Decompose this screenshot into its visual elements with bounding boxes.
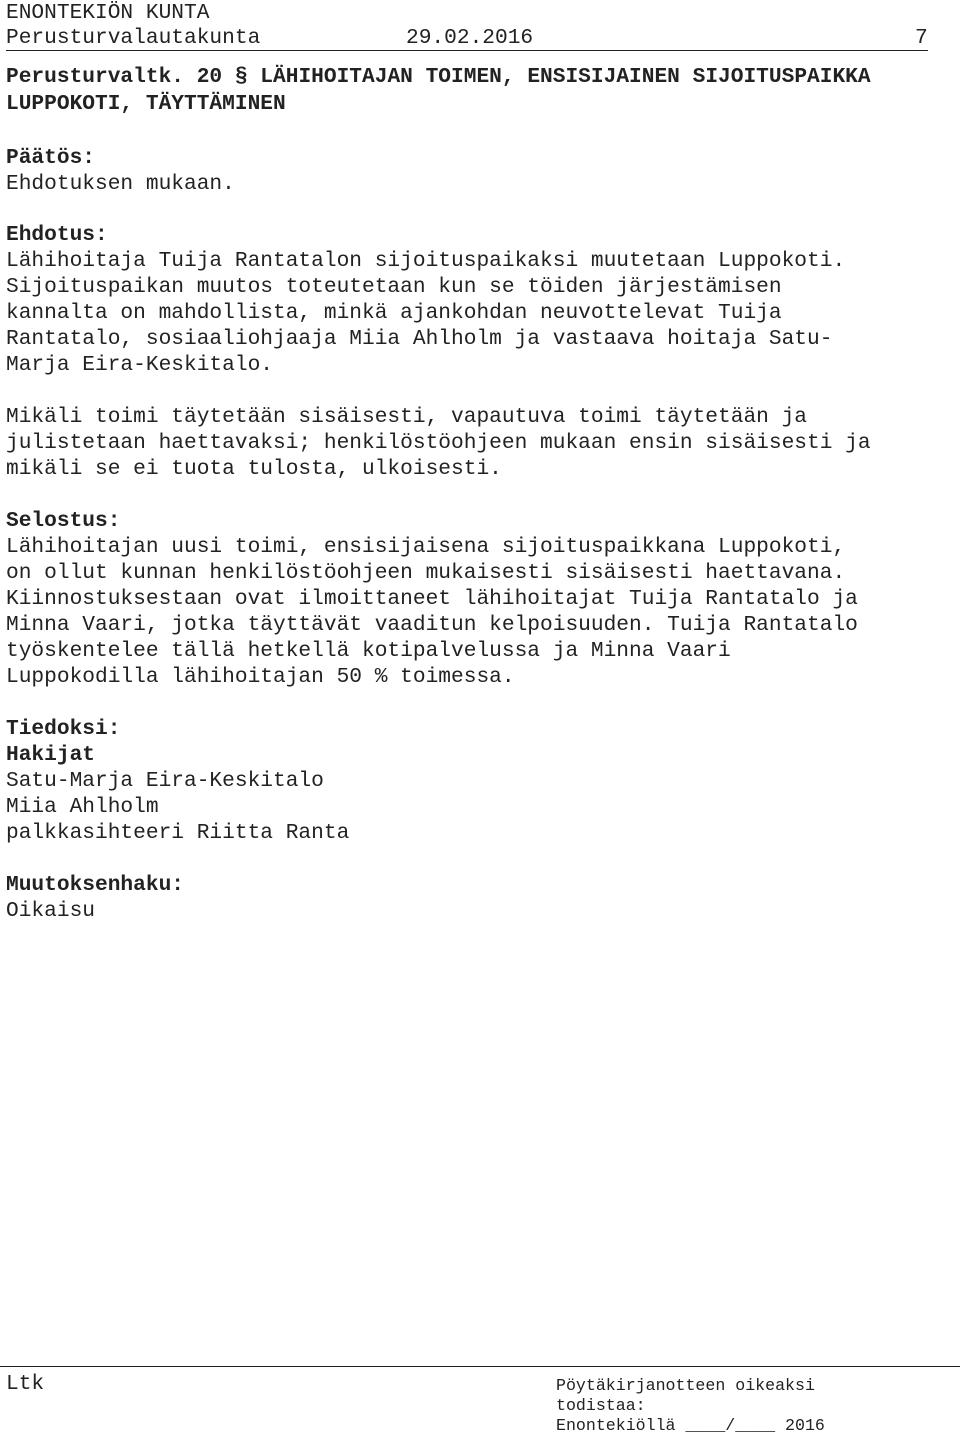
- ehdotus-line: Sijoituspaikan muutos toteutetaan kun se töiden järjestämisen: [6, 275, 782, 299]
- ehdotus-line: Rantatalo, sosiaaliohjaaja Miia Ahlholm ja vastaava hoitaja Satu-: [6, 327, 833, 351]
- section-title-line2: LUPPOKOTI, TÄYTTÄMINEN: [6, 92, 286, 116]
- footer-certification-date: Enontekiöllä ____/____ 2016: [556, 1416, 825, 1435]
- section-sign: §: [234, 65, 248, 89]
- ehdotus-line: kannalta on mahdollista, minkä ajankohdan neuvottelevat Tuija: [6, 301, 782, 325]
- footer-certification: Pöytäkirjanotteen oikeaksi: [556, 1376, 815, 1395]
- tiedoksi-recipient: Satu-Marja Eira-Keskitalo: [6, 769, 324, 793]
- muutoksenhaku-heading: Muutoksenhaku:: [6, 873, 185, 897]
- tiedoksi-recipient: Miia Ahlholm: [6, 795, 159, 819]
- paatos-heading: Päätös:: [6, 146, 96, 170]
- ehdotus-line: Marja Eira-Keskitalo.: [6, 353, 274, 377]
- section-ref: Perusturvaltk. 20: [6, 65, 235, 89]
- tiedoksi-heading: Tiedoksi:: [6, 717, 121, 741]
- muutoksenhaku-text: Oikaisu: [6, 899, 96, 923]
- section-title: [6, 64, 871, 90]
- selostus-line: on ollut kunnan henkilöstöohjeen mukaisesti sisäisesti haettavana.: [6, 561, 846, 585]
- meeting-date: 29.02.2016: [406, 26, 534, 50]
- header-rule: [6, 50, 928, 51]
- selostus-heading: Selostus:: [6, 509, 121, 533]
- ehdotus-line: Lähihoitaja Tuija Rantatalon sijoituspaikaksi muutetaan Luppokoti.: [6, 249, 846, 273]
- selostus-line: Minna Vaari, jotka täyttävät vaaditun kelpoisuuden. Tuija Rantatalo: [6, 613, 858, 637]
- ehdotus-line: Mikäli toimi täytetään sisäisesti, vapautuva toimi täytetään ja: [6, 405, 808, 429]
- ehdotus-line: julistetaan haettavaksi; henkilöstöohjeen mukaan ensin sisäisesti ja: [6, 431, 871, 455]
- tiedoksi-subheading: Hakijat: [6, 743, 96, 767]
- ehdotus-heading: Ehdotus:: [6, 223, 108, 247]
- footer-rule: [0, 1366, 960, 1367]
- selostus-line: Kiinnostuksestaan ovat ilmoittaneet lähihoitajat Tuija Rantatalo ja: [6, 587, 858, 611]
- selostus-line: työskentelee tällä hetkellä kotipalvelussa ja Minna Vaari: [6, 639, 731, 663]
- ehdotus-line: mikäli se ei tuota tulosta, ulkoisesti.: [6, 457, 502, 481]
- section-title-text: LÄHIHOITAJAN TOIMEN, ENSISIJAINEN SIJOITUSPAIKKA: [247, 65, 871, 89]
- municipality-name: ENONTEKIÖN KUNTA: [6, 1, 210, 25]
- tiedoksi-recipient: palkkasihteeri Riitta Ranta: [6, 821, 350, 845]
- selostus-line: Luppokodilla lähihoitajan 50 % toimessa.: [6, 665, 515, 689]
- paatos-text: Ehdotuksen mukaan.: [6, 172, 235, 196]
- footer-ltk: Ltk: [6, 1372, 45, 1396]
- board-name: Perusturvalautakunta: [6, 26, 261, 50]
- selostus-line: Lähihoitajan uusi toimi, ensisijaisena sijoituspaikkana Luppokoti,: [6, 535, 846, 559]
- page-number: 7: [915, 26, 928, 50]
- footer-certification: todistaa:: [556, 1396, 646, 1415]
